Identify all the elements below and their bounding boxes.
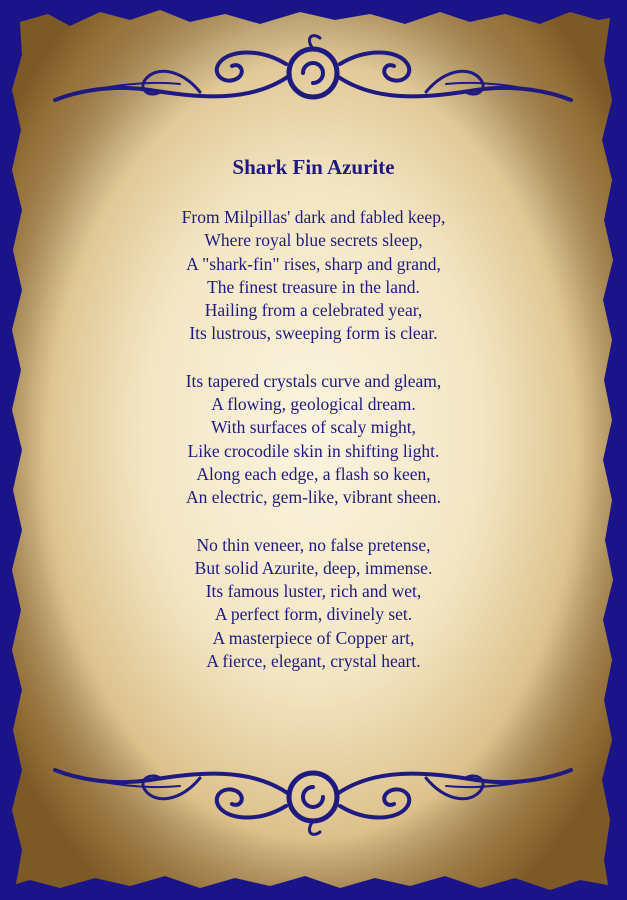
poem-line: A perfect form, divinely set. [214, 604, 413, 625]
poem-line: Along each edge, a flash so keen, [196, 463, 431, 484]
poem-line: Its tapered crystals curve and gleam, [185, 370, 442, 391]
poem-line: No thin veneer, no false pretense, [196, 534, 431, 555]
stanza-3 [0, 534, 627, 674]
poem-line: Its lustrous, sweeping form is clear. [189, 323, 438, 344]
poem-line: A "shark-fin" rises, sharp and grand, [186, 253, 441, 274]
poem-line: From Milpillas' dark and fabled keep, [181, 207, 446, 227]
poem-line: Hailing from a celebrated year, [204, 300, 423, 321]
stanza-2 [0, 370, 627, 510]
poem-line: With surfaces of scaly might, [211, 417, 416, 438]
poem-line: Its famous luster, rich and wet, [205, 581, 422, 602]
poem-line: Like crocodile skin in shifting light. [187, 440, 440, 461]
scroll-flourish-top-icon [50, 28, 577, 118]
poem-line: A fierce, elegant, crystal heart. [206, 651, 421, 672]
scroll-flourish-bottom-icon [50, 752, 577, 842]
poem-body [0, 206, 627, 697]
poem-line: An electric, gem-like, vibrant sheen. [185, 487, 442, 508]
poem-line: The finest treasure in the land. [207, 276, 420, 297]
poem-title: Shark Fin Azurite [232, 155, 395, 179]
poem-line: A flowing, geological dream. [211, 394, 416, 415]
poem-line: A masterpiece of Copper art, [212, 627, 415, 648]
stanza-1 [0, 206, 627, 346]
poem-line: But solid Azurite, deep, immense. [194, 557, 433, 578]
poem-line: Where royal blue secrets sleep, [204, 230, 423, 251]
